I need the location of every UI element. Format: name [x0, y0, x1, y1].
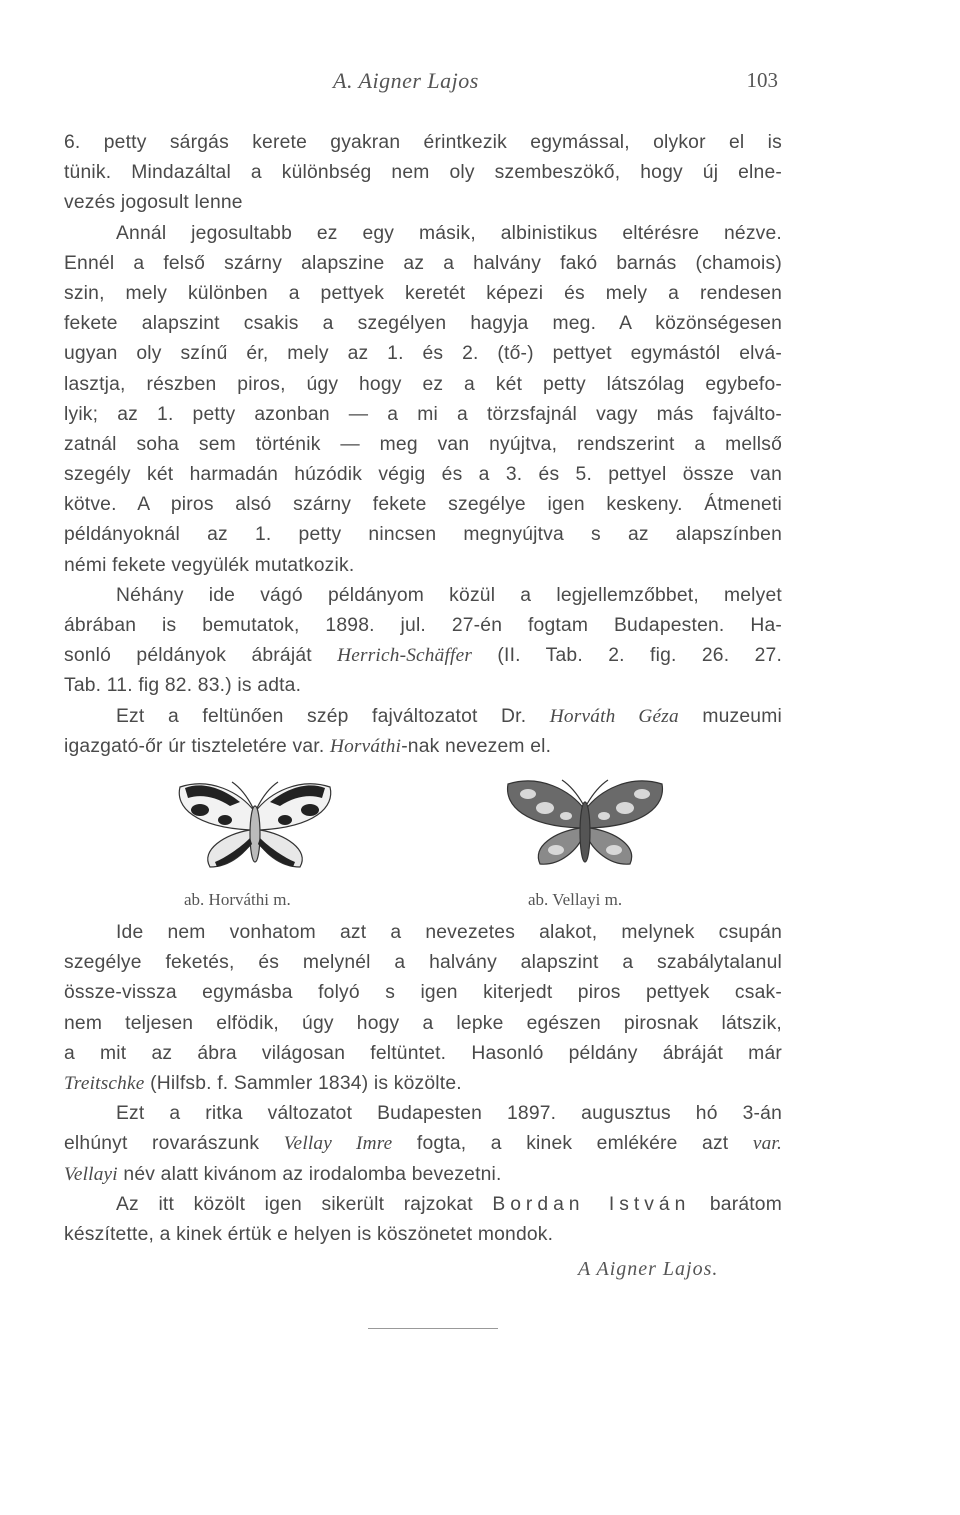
- text-span: -nak nevezem el.: [401, 735, 552, 757]
- figure-row: [0, 772, 960, 914]
- text-line: nem teljesen elfödik, úgy hogy a lepke egészen pirosnak látszik,: [64, 1012, 782, 1034]
- text-line: szegély két harmadán húzódik végig és a 3. és 5. pettyel össze van: [64, 464, 782, 486]
- text-line: 6. petty sárgás kerete gyakran érintkezik egymással, olykor el is: [64, 132, 782, 153]
- text-line: ábrában is bemutatok, 1898. jul. 27-én fogtam Budapesten. Ha-: [64, 615, 782, 636]
- moth-illustration-horvathi: [170, 772, 340, 884]
- text-line: Ezt a ritka változatot Budapesten 1897. augusztus hó 3-án: [116, 1103, 782, 1125]
- text-span: fogta, a kinek emlékére azt: [392, 1133, 753, 1155]
- taxon-name-italic: Horváthi: [329, 735, 402, 757]
- text-line: Tab. 11. fig 82. 83.) is adta.: [64, 675, 302, 697]
- figure-caption-vellayi: ab. Vellayi m.: [528, 890, 623, 909]
- text-line: szegélye feketés, és melynél a halvány alapszint a szabálytalanul: [64, 952, 782, 974]
- text-span: barátom: [690, 1193, 782, 1215]
- text-span: elhúnyt rovarászunk: [64, 1133, 284, 1155]
- var-abbrev-italic: var.: [752, 1133, 782, 1155]
- text-line: a mit az ábra világosan feltüntet. Hasonló példány ábráját már: [64, 1042, 782, 1064]
- page-header: [0, 68, 960, 98]
- text-line: zatnál soha sem történik — meg van nyújtva, rendszerint a mellső: [64, 433, 782, 455]
- running-head: A. Aigner Lajos: [333, 68, 479, 93]
- text-line: szin, mely különben a pettyek keretét képezi és mely a rendesen: [64, 282, 782, 304]
- figure-horvathi: [170, 772, 340, 909]
- moth-illustration-vellayi: [500, 772, 670, 884]
- text-line: [64, 1160, 782, 1190]
- text-span: Az itt közölt igen sikerült rajzokat: [116, 1193, 493, 1215]
- text-line: [64, 1190, 782, 1220]
- text-line: Néhány ide vágó példányom közül a legjellemzőbbet, melyet: [116, 584, 782, 606]
- text-line: készítette, a kinek értük e helyen is köszönetet mondok.: [64, 1223, 554, 1245]
- person-name-italic: Vellay Imre: [283, 1133, 393, 1155]
- main-text-block-2: [64, 918, 782, 1250]
- text-line: [64, 1069, 782, 1099]
- text-span: (Hilfsb. f. Sammler 1834) is közölte.: [144, 1072, 462, 1094]
- text-line: [64, 641, 782, 671]
- illustrator-name-spaced: Bordan István: [492, 1193, 691, 1215]
- text-line: kötve. A piros alsó szárny fekete szegélye igen keskeny. Átmeneti: [64, 494, 782, 516]
- text-span: igazgató-őr úr tiszteletére var.: [64, 735, 330, 757]
- page-number: 103: [746, 68, 778, 92]
- text-line: Ennél a felső szárny alapszine az a halvány fakó barnás (chamois): [64, 252, 782, 274]
- author-name-italic: Treitschke: [64, 1072, 145, 1094]
- text-line: tünik. Mindazáltal a különbség nem oly szembeszökő, hogy új elne-: [64, 162, 782, 184]
- figure-vellayi: [500, 772, 670, 909]
- text-line: [64, 732, 782, 762]
- text-line: lyik; az 1. petty azonban — a mi a törzsfajnál vagy más fajválto-: [64, 403, 782, 425]
- figure-caption-horvathi: ab. Horváthi m.: [184, 890, 291, 909]
- text-line: [64, 702, 782, 732]
- text-span: Ezt a feltünően szép fajváltozatot Dr.: [116, 705, 550, 727]
- text-span: sonló példányok ábráját: [64, 645, 338, 667]
- text-line: Ide nem vonhatom azt a nevezetes alakot, melynek csupán: [116, 922, 782, 943]
- author-signature: A Aigner Lajos.: [578, 1258, 719, 1280]
- taxon-name-italic: Vellayi: [64, 1163, 118, 1185]
- text-line: össze-vissza egymásba folyó s igen kiterjedt piros pettyek csak-: [64, 982, 782, 1004]
- text-line: némi fekete vegyülék mutatkozik.: [64, 554, 355, 576]
- author-name-italic: Herrich-Schäffer: [337, 645, 473, 667]
- text-span: név alatt kivánom az irodalomba bevezetni.: [117, 1163, 502, 1185]
- text-line: vezés jogosult lenne: [64, 192, 243, 214]
- text-line: [64, 1129, 782, 1159]
- text-line: fekete alapszint csakis a szegélyen hagyja meg. A közönségesen: [64, 313, 782, 335]
- person-name-italic: Horváth Géza: [549, 705, 679, 727]
- text-line: példányoknál az 1. petty nincsen megnyújtva s az alapszínben: [64, 524, 782, 546]
- text-span: muzeumi: [678, 705, 782, 727]
- end-rule: [368, 1328, 498, 1329]
- text-span: (II. Tab. 2. fig. 26. 27.: [472, 645, 783, 667]
- text-line: Annál jegosultabb ez egy másik, albinistikus eltérésre nézve.: [116, 222, 782, 244]
- text-line: ugyan oly színű ér, mely az 1. és 2. (tő-) pettyet egymástól elvá-: [64, 343, 782, 365]
- text-line: lasztja, részben piros, úgy hogy ez a két petty látszólag egybefo-: [64, 373, 782, 395]
- main-text-block: [64, 128, 782, 762]
